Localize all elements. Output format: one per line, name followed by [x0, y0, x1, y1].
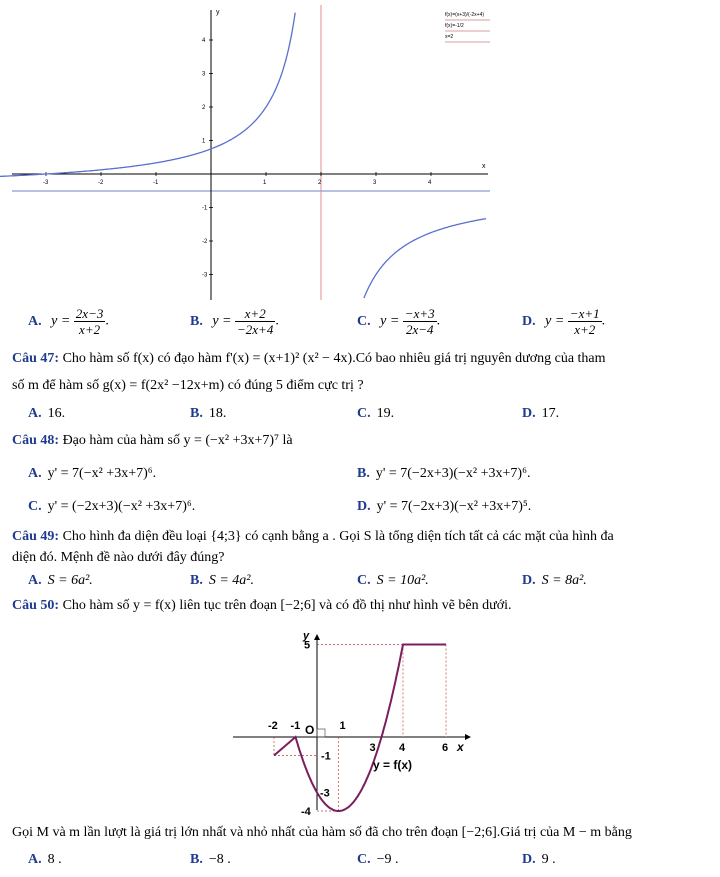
question-label: Câu 49: — [12, 529, 60, 544]
question-label: Câu 47: — [12, 351, 60, 366]
option-lhs: y = — [212, 313, 232, 329]
q48-option-a[interactable]: A. y' = 7(−x² +3x+7)⁶. — [28, 466, 157, 481]
y-tick-label: 2 — [202, 105, 206, 111]
y-value-label: -4 — [301, 806, 311, 818]
legend-item-vertical: x=2 — [445, 34, 454, 40]
option-lhs: y = — [545, 313, 565, 329]
question-label: Câu 50: — [12, 598, 60, 613]
x-tick-label: 3 — [373, 180, 377, 186]
x-value-label: -2 — [268, 720, 278, 732]
option-lhs: y = — [380, 313, 400, 329]
graph2-y-label: y — [303, 630, 310, 642]
x-value-label: 4 — [399, 742, 406, 754]
q50-option-b[interactable]: B. −8 . — [190, 852, 231, 867]
x-tick-label: 4 — [428, 180, 432, 186]
y-tick-label: 3 — [202, 71, 206, 78]
graph-piecewise — [225, 625, 485, 820]
question-text: Đạo hàm của hàm số y = (−x² +3x+7)⁷ là — [62, 433, 293, 448]
x-tick-label: 1 — [263, 180, 267, 186]
option-letter: B. — [190, 313, 203, 329]
q47-line2 — [12, 377, 364, 395]
y-tick-label: 4 — [202, 38, 206, 44]
q48-option-c[interactable]: C. y' = (−2x+3)(−x² +3x+7)⁶. — [28, 499, 196, 514]
question-text: diện đó. Mệnh đề nào dưới đây đúng? — [12, 550, 225, 565]
question-label: Câu 48: — [12, 433, 60, 448]
x-value-label: 6 — [442, 742, 449, 754]
y-tick-label: 1 — [202, 138, 206, 145]
q48-option-b[interactable]: B. y' = 7(−2x+3)(−x² +3x+7)⁶. — [357, 466, 531, 481]
q47-option-d[interactable]: D. 17. — [522, 406, 560, 421]
graph1-x-label: x — [482, 163, 486, 170]
q47-option-a[interactable]: A. 16. — [28, 406, 66, 421]
origin-label: O — [305, 723, 315, 737]
q50-option-a[interactable]: A. 8 . — [28, 852, 62, 867]
q49-option-b[interactable]: B. S = 4a². — [190, 573, 254, 588]
option-letter: D. — [522, 313, 536, 329]
q46-option-c[interactable]: C. y = $\frac{-x+3}{2x-4}$ . — [357, 306, 441, 337]
q50-option-d[interactable]: D. 9 . — [522, 852, 556, 867]
question-text: số m để hàm số g(x) = f(2x² −12x+m) có đúng 5 điểm cực trị ? — [12, 378, 364, 393]
option-letter: A. — [28, 313, 42, 329]
x-value-label: 3 — [369, 742, 376, 754]
question-text: Cho hình đa diện đều loại {4;3} có cạnh bằng a . Gọi S là tổng diện tích tất cả các mặt của hình đa — [62, 529, 614, 544]
x-tick-label: 2 — [318, 180, 322, 186]
x-value-label: -1 — [290, 720, 301, 732]
q47-option-c[interactable]: C. 19. — [357, 406, 395, 421]
y-tick-label: -2 — [202, 239, 208, 245]
origin-marker — [317, 729, 325, 737]
question-text: Cho hàm số f(x) có đạo hàm f'(x) = (x+1)² (x² − 4x).Có bao nhiêu giá trị nguyên dương của tham — [62, 351, 606, 366]
q50-line1 — [12, 597, 512, 615]
option-fraction: $\frac{-x+3}{2x-4}$ — [404, 306, 435, 337]
q50-line2 — [12, 824, 632, 842]
y-value-label: -3 — [320, 787, 330, 800]
curve-right-branch — [364, 219, 486, 298]
curve-label: y = f(x) — [373, 758, 413, 772]
x-tick-label: -1 — [153, 180, 159, 186]
q46-option-b[interactable]: B. y = $\frac{x+2}{-2x+4}$ . — [190, 306, 279, 337]
graph-hyperbola — [0, 0, 720, 302]
q49-line2 — [12, 549, 225, 567]
graph2-x-label: x — [457, 740, 464, 754]
q50-option-c[interactable]: C. −9 . — [357, 852, 399, 867]
y-tick-label: -3 — [202, 272, 208, 279]
legend-item-horizontal: f(x)=-1/2 — [445, 23, 464, 29]
y-value-label: -1 — [321, 750, 331, 763]
q49-option-c[interactable]: C. S = 10a². — [357, 573, 429, 588]
question-text: Gọi M và m lần lượt là giá trị lớn nhất và nhỏ nhất của hàm số đã cho trên đoạn [−2;6].Giá trị của M − m bằng — [12, 825, 632, 840]
question-text: Cho hàm số y = f(x) liên tục trên đoạn [−2;6] và có đồ thị như hình vẽ bên dưới. — [62, 598, 512, 613]
option-fraction: $\frac{x+2}{-2x+4}$ — [237, 306, 274, 337]
x-tick-label: -2 — [98, 180, 104, 186]
q47-line1 — [12, 350, 606, 368]
option-letter: C. — [357, 313, 371, 329]
y-tick-label: -1 — [202, 205, 208, 212]
x-tick-label: -3 — [43, 180, 49, 186]
curve-left-branch — [0, 13, 295, 177]
q48-line1 — [12, 432, 293, 450]
legend-item-function: f(x)=(x+3)/(-2x+4) — [445, 12, 485, 18]
option-fraction: $\frac{-x+1}{x+2}$ — [569, 306, 600, 337]
q46-option-a[interactable]: A. y = $\frac{2x-3}{x+2}$ . — [28, 306, 109, 337]
q49-line1 — [12, 528, 614, 546]
q48-option-d[interactable]: D. y' = 7(−2x+3)(−x² +3x+7)⁵. — [357, 499, 532, 514]
q46-option-d[interactable]: D. y = $\frac{-x+1}{x+2}$ . — [522, 306, 606, 337]
y-value-label: 5 — [304, 639, 311, 652]
option-lhs: y = — [51, 313, 71, 329]
option-fraction: $\frac{2x-3}{x+2}$ — [75, 306, 104, 337]
q49-option-d[interactable]: D. S = 8a². — [522, 573, 587, 588]
x-value-label: 1 — [339, 720, 346, 732]
graph1-y-label: y — [216, 9, 220, 16]
q47-option-b[interactable]: B. 18. — [190, 406, 227, 421]
graph1-legend — [445, 12, 490, 42]
q49-option-a[interactable]: A. S = 6a². — [28, 573, 93, 588]
